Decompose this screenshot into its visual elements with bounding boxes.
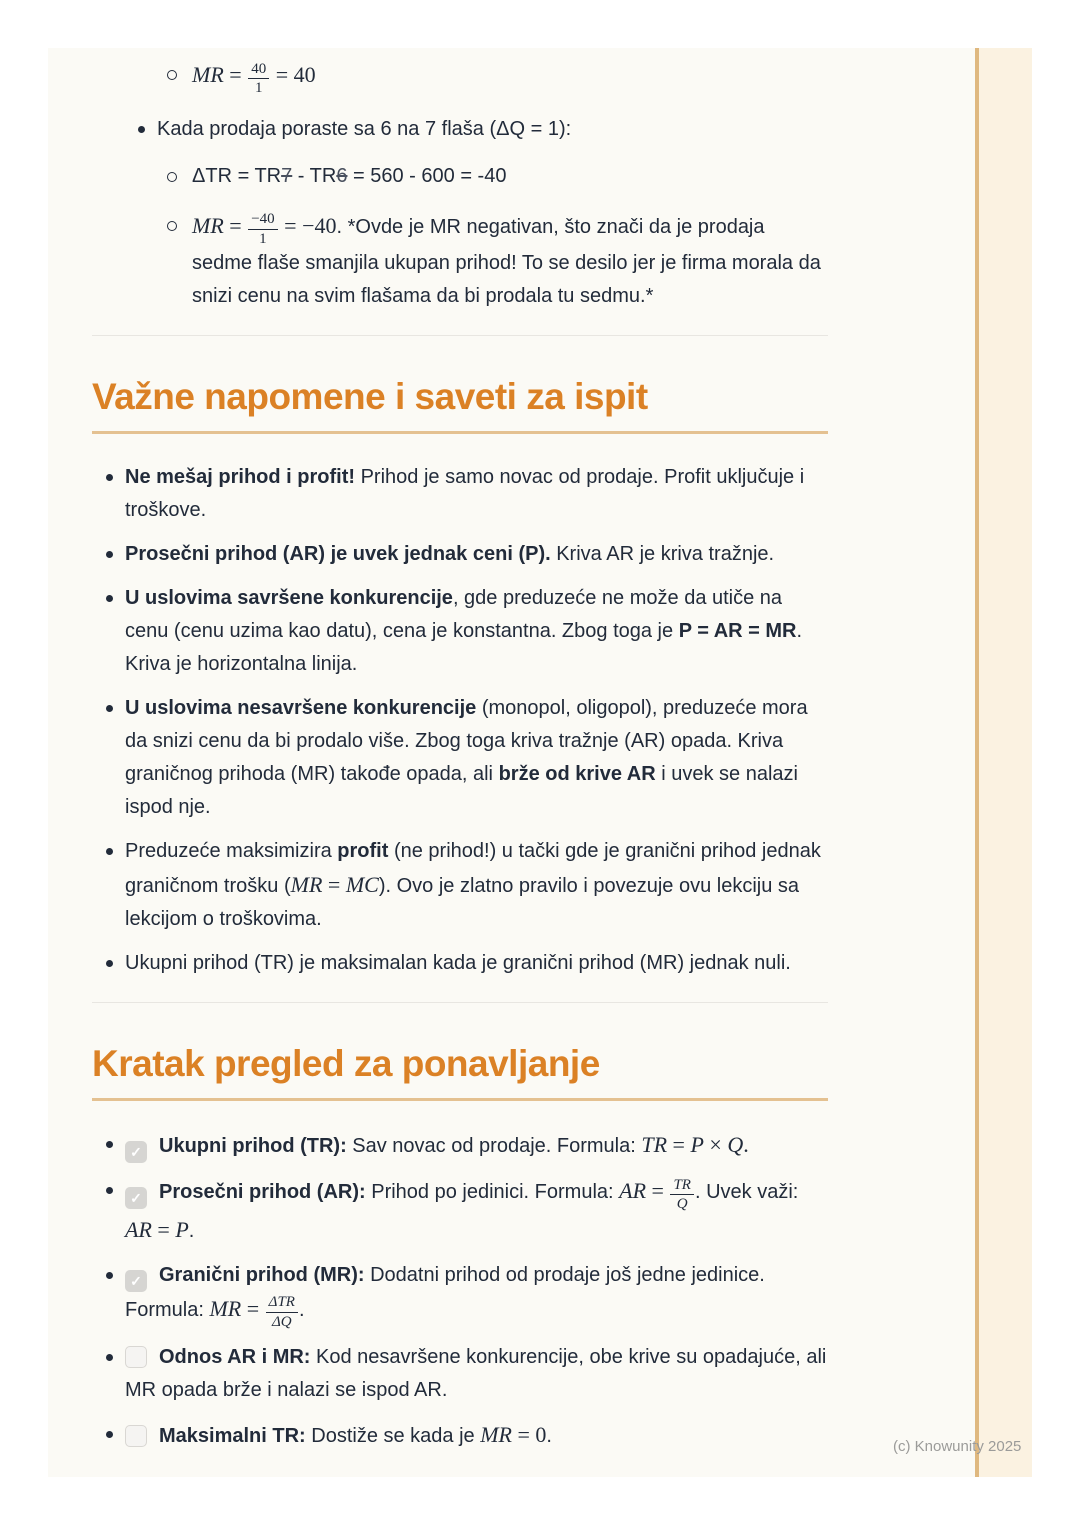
- checkbox-checked-icon[interactable]: ✓: [125, 1187, 147, 1209]
- checkbox-unchecked-icon[interactable]: [125, 1425, 147, 1447]
- horizontal-divider: [92, 335, 828, 336]
- bullet-icon: [106, 595, 113, 602]
- checkbox-unchecked-icon[interactable]: [125, 1346, 147, 1368]
- text-run: Dostiže se kada je: [305, 1425, 481, 1447]
- bullet-icon: [106, 705, 113, 712]
- math-text: = 40: [270, 62, 316, 87]
- checklist-item: [92, 1259, 828, 1331]
- text-run: ΔTR = TR: [192, 164, 282, 187]
- math-fraction: $\frac{-40}{1}$: [247, 211, 278, 247]
- checklist-item: [92, 1128, 828, 1163]
- math-text: TR: [641, 1132, 668, 1157]
- math-text: MR: [480, 1422, 512, 1447]
- bold-text: U uslovima savršene konkurencije: [125, 587, 453, 609]
- math-text: MR: [290, 872, 323, 897]
- sub-list-item: [92, 58, 828, 97]
- text-run: .: [188, 1219, 195, 1242]
- list-item: [92, 582, 828, 681]
- math-text: AR: [125, 1216, 152, 1242]
- text-run: Preduzeće maksimizira: [125, 840, 338, 862]
- bold-text: Ukupni prihod (TR):: [159, 1135, 347, 1157]
- intro-list: [92, 58, 828, 313]
- math-text: =: [322, 872, 346, 897]
- list-item: [92, 538, 828, 571]
- text-run: 7: [281, 164, 293, 187]
- text-run: (ne prihod!) u tački gde je granični prihod jednak graničnom trošku (: [125, 840, 821, 897]
- math-text: = −40: [278, 212, 337, 238]
- text-run: i uvek se nalazi ispod nje.: [125, 763, 798, 818]
- text-run: 6: [336, 164, 348, 187]
- bullet-icon: [138, 126, 145, 133]
- text-run: Kriva AR je kriva tražnje.: [550, 543, 775, 565]
- math-text: .: [743, 1132, 749, 1157]
- bullet-icon: [106, 474, 113, 481]
- text-run: . *Ovde je MR negativan, što znači da je prodaja sedme flaše smanjila ukupan prihod! To se desilo jer je firma morala da snizi cenu na svim flašama da bi prodala tu sedmu.*: [192, 215, 821, 307]
- math-text: AR: [619, 1178, 647, 1203]
- list-item: [92, 461, 828, 527]
- list-item: [92, 692, 828, 824]
- bold-text: Ne mešaj prihod i profit!: [125, 466, 356, 488]
- hollow-bullet-icon: [167, 70, 177, 80]
- math-text: =: [667, 1132, 691, 1157]
- text-run: .: [298, 1298, 305, 1321]
- math-text: =: [223, 62, 248, 87]
- page-content: [48, 48, 975, 1453]
- checklist-item: [92, 1341, 828, 1407]
- text-run: Prihod po jedinici. Formula:: [365, 1181, 620, 1203]
- math-text: MR: [192, 62, 224, 87]
- title-underline-rule: [92, 431, 828, 434]
- math-text: P: [175, 1216, 189, 1242]
- next-page-strip: [979, 48, 1032, 1477]
- bullet-icon: [106, 1354, 113, 1361]
- bold-text: Prosečni prihod (AR) je uvek jednak ceni (P).: [125, 543, 551, 565]
- math-fraction: $\frac{40}{1}$: [247, 61, 270, 97]
- text-run: Kada prodaja poraste sa 6 na 7 flaša (ΔQ = 1):: [157, 117, 572, 140]
- bold-text: Granični prihod (MR):: [159, 1263, 365, 1286]
- copyright-footer: (c) Knowunity 2025: [893, 1438, 1022, 1455]
- review-checklist: [92, 1128, 828, 1453]
- math-fraction: $\frac{\text{ΔTR}}{\Delta Q}$: [265, 1294, 299, 1330]
- text-run: Ukupni prihod (TR) je maksimalan kada je granični prihod (MR) jednak nuli.: [125, 952, 791, 974]
- bullet-icon: [106, 1141, 113, 1148]
- math-text: ×: [703, 1132, 728, 1157]
- bold-text: brže od krive AR: [498, 763, 656, 785]
- checklist-item: [92, 1174, 828, 1248]
- text-run: Prihod je samo novac od prodaje. Profit uključuje i troškove.: [125, 466, 805, 521]
- math-text: =: [223, 212, 248, 238]
- document-page: [48, 48, 975, 1477]
- bullet-icon: [106, 1272, 113, 1279]
- bullet-icon: [106, 551, 113, 558]
- math-text: =: [151, 1216, 176, 1242]
- bold-text: P = AR = MR: [678, 620, 797, 642]
- list-item: [92, 835, 828, 936]
- checkbox-checked-icon[interactable]: ✓: [125, 1270, 147, 1292]
- text-run: . Kriva je horizontalna linija.: [125, 620, 803, 675]
- text-run: .: [546, 1425, 552, 1447]
- math-text: =: [241, 1295, 265, 1321]
- section-title-pregled: Kratak pregled za ponavljanje: [92, 1043, 600, 1084]
- bold-text: U uslovima nesavršene konkurencije: [125, 697, 477, 719]
- math-text: = 0: [512, 1422, 547, 1447]
- math-fraction: $\frac{TR}{Q}$: [669, 1177, 695, 1213]
- math-text: Q: [727, 1132, 744, 1157]
- bold-text: Prosečni prihod (AR):: [159, 1181, 366, 1203]
- bullet-icon: [106, 848, 113, 855]
- bold-text: Maksimalni TR:: [159, 1425, 306, 1447]
- text-run: , gde preduzeće ne može da utiče na cenu (cenu uzima kao datu), cena je konstantna. Zbog toga je: [125, 587, 783, 642]
- text-run: . Uvek važi:: [694, 1181, 799, 1203]
- math-text: P: [690, 1132, 704, 1157]
- text-run: (monopol, oligopol), preduzeće mora da snizi cenu da bi prodalo više. Zbog toga kriva tražnje (AR) opada. Kriva graničnog prihoda (MR) takođe opada, ali: [125, 697, 808, 785]
- text-run: Kod nesavršene konkurencije, obe krive su opadajuće, ali MR opada brže i nalazi se ispod AR.: [125, 1346, 827, 1401]
- text-run: - TR: [292, 164, 337, 187]
- bullet-icon: [106, 960, 113, 967]
- hollow-bullet-icon: [167, 221, 177, 231]
- title-underline-rule: [92, 1098, 828, 1101]
- list-item: [92, 113, 828, 146]
- text-run: ). Ovo je zlatno pravilo i povezuje ovu lekciju sa lekcijom o troškovima.: [125, 875, 800, 930]
- bullet-icon: [106, 1187, 113, 1194]
- math-text: MC: [345, 872, 379, 897]
- text-run: Dodatni prihod od prodaje još jedne jedinice. Formula:: [125, 1263, 765, 1321]
- list-item: [92, 947, 828, 980]
- math-text: MR: [209, 1295, 242, 1321]
- section-title-napomene: Važne napomene i saveti za ispit: [92, 376, 648, 417]
- napomene-list: [92, 461, 828, 980]
- hollow-bullet-icon: [167, 172, 177, 182]
- checkbox-checked-icon[interactable]: ✓: [125, 1141, 147, 1163]
- bold-text: Odnos AR i MR:: [159, 1346, 311, 1368]
- text-run: Sav novac od prodaje. Formula:: [346, 1135, 642, 1157]
- math-text: =: [646, 1178, 670, 1203]
- sub-list-item: [92, 160, 828, 193]
- checklist-item: [92, 1418, 828, 1453]
- math-text: MR: [192, 212, 224, 238]
- bullet-icon: [106, 1431, 113, 1438]
- text-run: = 560 - 600 = -40: [347, 164, 507, 187]
- horizontal-divider: [92, 1002, 828, 1003]
- bold-text: profit: [337, 840, 389, 862]
- sub-list-item: [92, 209, 828, 314]
